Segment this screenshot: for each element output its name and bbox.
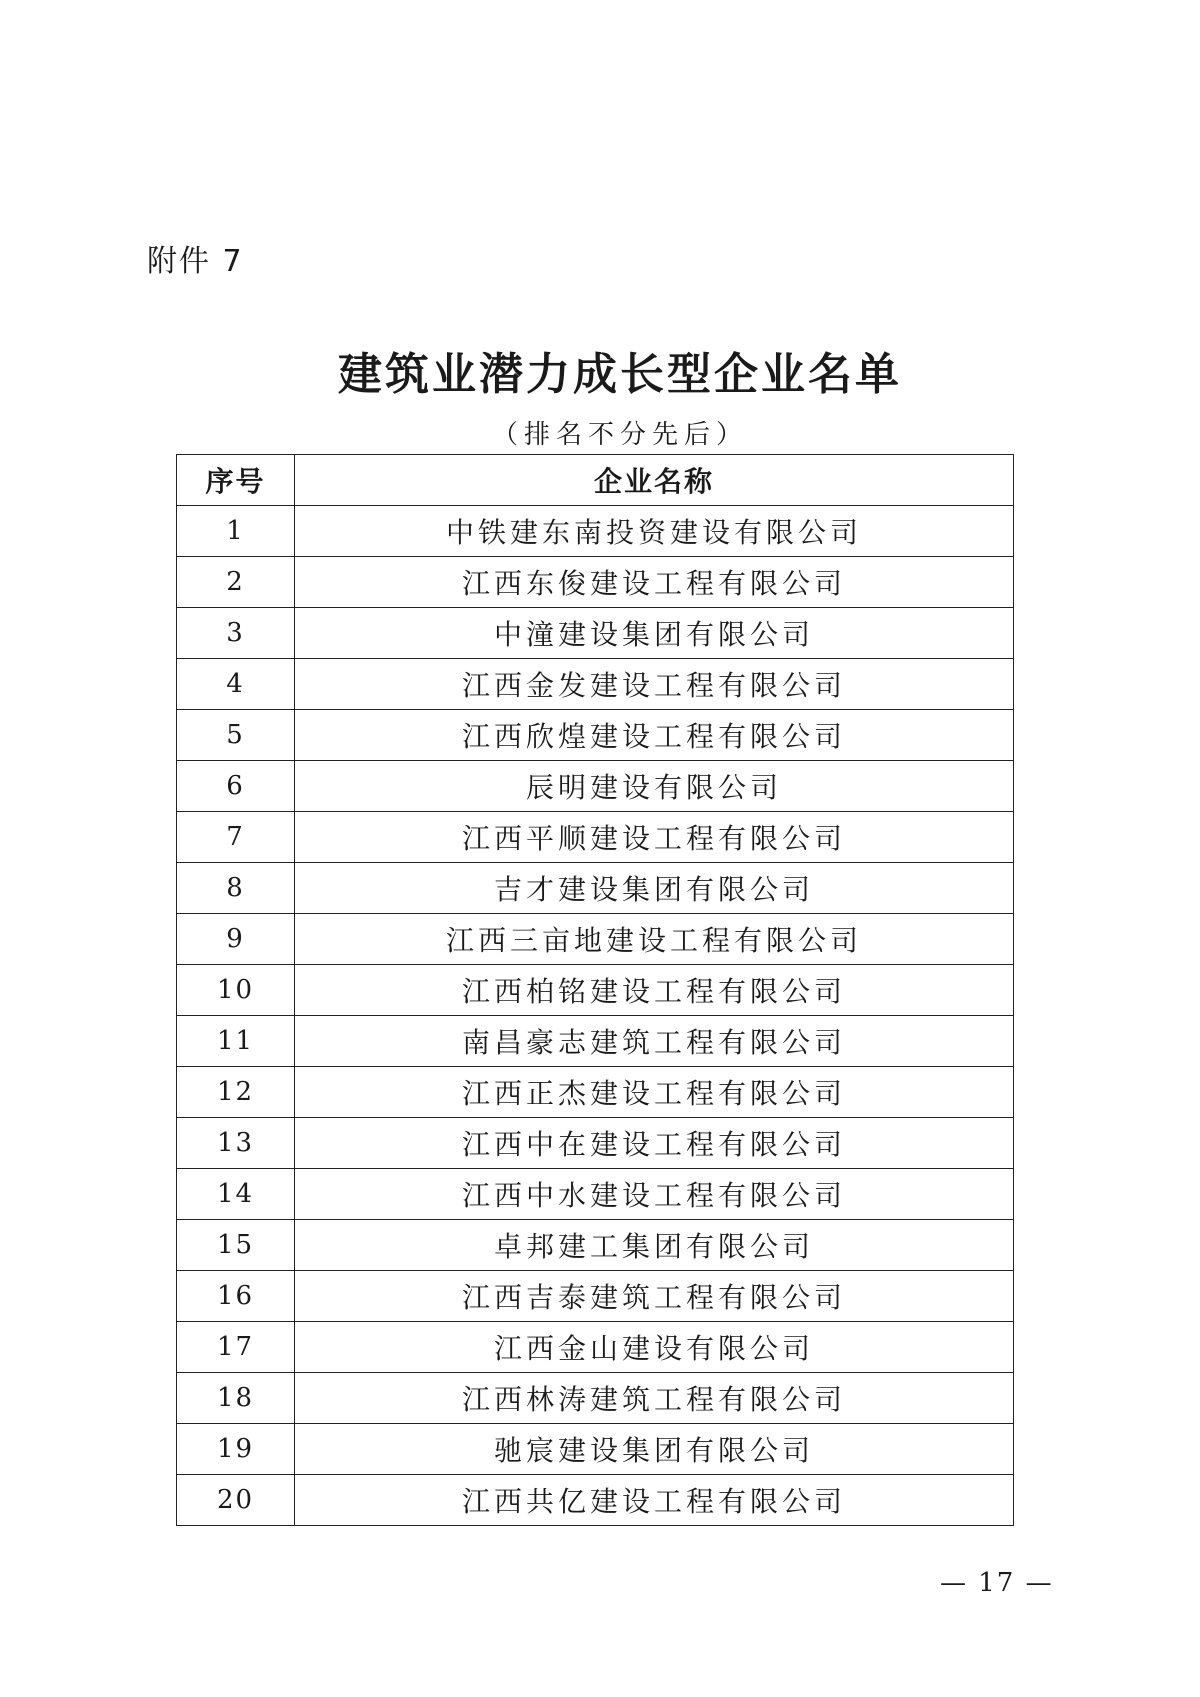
row-enterprise-name: 江西林涛建筑工程有限公司 <box>295 1373 1014 1424</box>
page-number: — 17 — <box>940 1568 1054 1598</box>
row-serial-number: 15 <box>177 1220 295 1271</box>
table-row <box>177 863 1014 914</box>
row-enterprise-name: 南昌豪志建筑工程有限公司 <box>295 1016 1014 1067</box>
row-enterprise-name: 中潼建设集团有限公司 <box>295 608 1014 659</box>
row-serial-number: 7 <box>177 812 295 863</box>
header-enterprise-name: 企业名称 <box>295 455 1014 506</box>
attachment-label: 附件 7 <box>147 244 244 279</box>
row-enterprise-name: 卓邦建工集团有限公司 <box>295 1220 1014 1271</box>
row-enterprise-name: 驰宸建设集团有限公司 <box>295 1424 1014 1475</box>
table-header-row <box>177 455 1014 506</box>
row-serial-number: 13 <box>177 1118 295 1169</box>
page-title: 建筑业潜力成长型企业名单 <box>338 349 902 400</box>
row-serial-number: 11 <box>177 1016 295 1067</box>
table-row <box>177 1169 1014 1220</box>
page-subtitle: （排名不分先后） <box>491 420 748 450</box>
table-row <box>177 1067 1014 1118</box>
row-enterprise-name: 江西金山建设有限公司 <box>295 1322 1014 1373</box>
table-row <box>177 1373 1014 1424</box>
row-enterprise-name: 江西平顺建设工程有限公司 <box>295 812 1014 863</box>
row-serial-number: 4 <box>177 659 295 710</box>
row-enterprise-name: 江西欣煌建设工程有限公司 <box>295 710 1014 761</box>
table-row <box>177 659 1014 710</box>
table-row <box>177 1118 1014 1169</box>
row-serial-number: 16 <box>177 1271 295 1322</box>
row-serial-number: 5 <box>177 710 295 761</box>
row-enterprise-name: 江西共亿建设工程有限公司 <box>295 1475 1014 1526</box>
row-enterprise-name: 江西金发建设工程有限公司 <box>295 659 1014 710</box>
table-row <box>177 1475 1014 1526</box>
row-serial-number: 19 <box>177 1424 295 1475</box>
table-body <box>177 506 1014 1526</box>
row-enterprise-name: 江西吉泰建筑工程有限公司 <box>295 1271 1014 1322</box>
row-serial-number: 2 <box>177 557 295 608</box>
table-row <box>177 1016 1014 1067</box>
row-serial-number: 3 <box>177 608 295 659</box>
row-enterprise-name: 江西正杰建设工程有限公司 <box>295 1067 1014 1118</box>
table-row <box>177 1424 1014 1475</box>
enterprise-table <box>176 454 1014 1526</box>
row-enterprise-name: 江西中在建设工程有限公司 <box>295 1118 1014 1169</box>
table-row <box>177 1271 1014 1322</box>
row-enterprise-name: 中铁建东南投资建设有限公司 <box>295 506 1014 557</box>
row-enterprise-name: 辰明建设有限公司 <box>295 761 1014 812</box>
table-row <box>177 557 1014 608</box>
row-serial-number: 12 <box>177 1067 295 1118</box>
table-row <box>177 761 1014 812</box>
row-serial-number: 17 <box>177 1322 295 1373</box>
table-row <box>177 1220 1014 1271</box>
row-serial-number: 18 <box>177 1373 295 1424</box>
row-serial-number: 10 <box>177 965 295 1016</box>
row-enterprise-name: 江西东俊建设工程有限公司 <box>295 557 1014 608</box>
row-serial-number: 20 <box>177 1475 295 1526</box>
table-row <box>177 506 1014 557</box>
table-row <box>177 1322 1014 1373</box>
row-enterprise-name: 江西三亩地建设工程有限公司 <box>295 914 1014 965</box>
table-row <box>177 965 1014 1016</box>
table-row <box>177 812 1014 863</box>
row-serial-number: 6 <box>177 761 295 812</box>
table-row <box>177 914 1014 965</box>
row-enterprise-name: 吉才建设集团有限公司 <box>295 863 1014 914</box>
row-serial-number: 8 <box>177 863 295 914</box>
row-enterprise-name: 江西柏铭建设工程有限公司 <box>295 965 1014 1016</box>
header-serial-number: 序号 <box>177 455 295 506</box>
table-row <box>177 608 1014 659</box>
row-serial-number: 9 <box>177 914 295 965</box>
table-row <box>177 710 1014 761</box>
row-serial-number: 1 <box>177 506 295 557</box>
row-serial-number: 14 <box>177 1169 295 1220</box>
row-enterprise-name: 江西中水建设工程有限公司 <box>295 1169 1014 1220</box>
